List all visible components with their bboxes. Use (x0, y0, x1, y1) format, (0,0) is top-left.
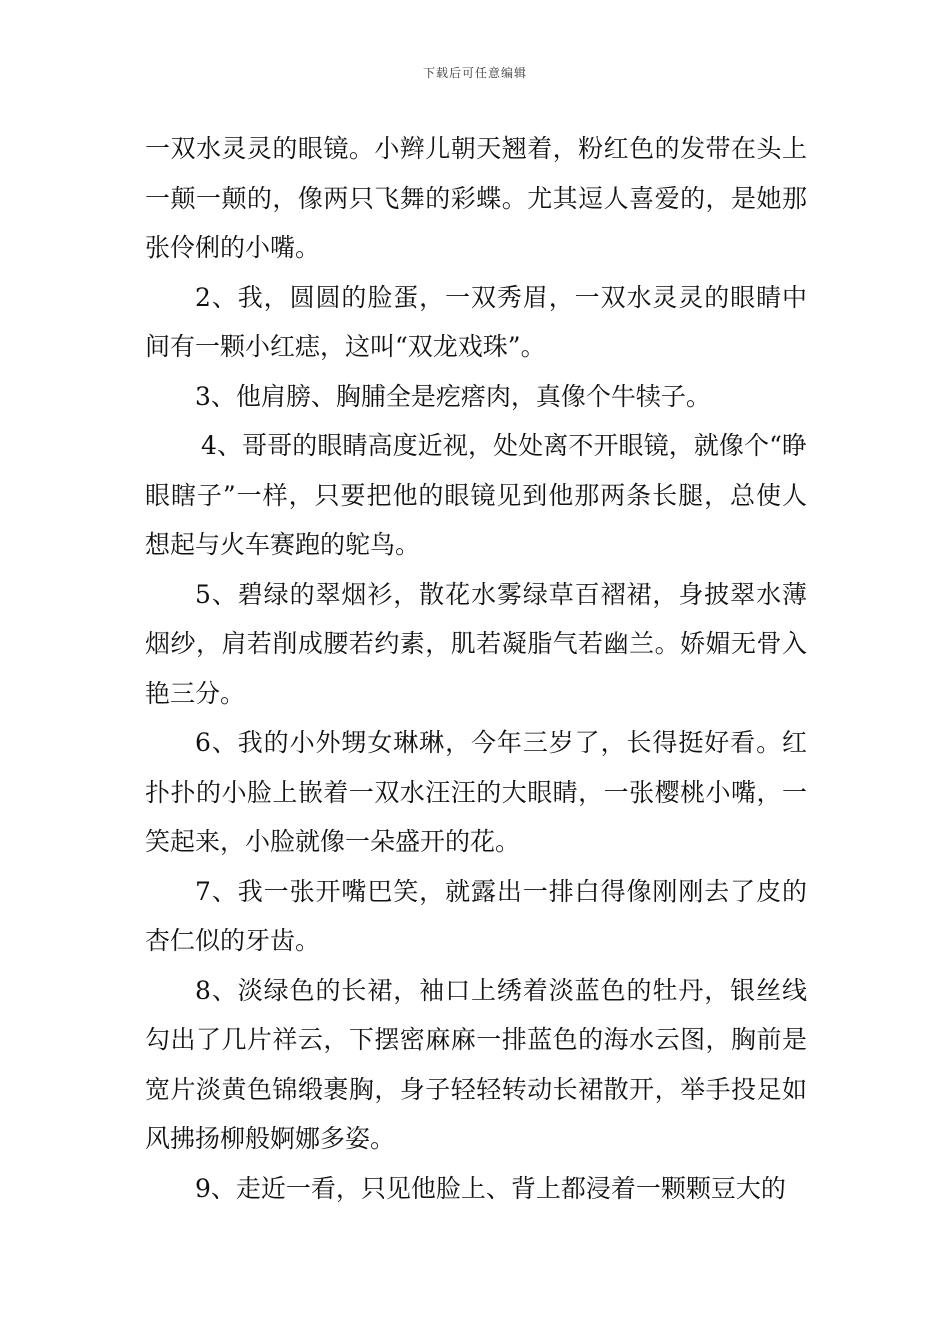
paragraph-continuation: 一双水灵灵的眼镜。小辫儿朝天翘着，粉红色的发带在头上一颠一颠的，像两只飞舞的彩蝶。尤其逗人喜爱的，是她那张伶俐的小嘴。 (145, 134, 807, 262)
paragraph-9: 9、走近一看，只见他脸上、背上都浸着一颗颗豆大的 (195, 1173, 786, 1203)
paragraph-2: 2、我，圆圆的脸蛋，一双秀眉，一双水灵灵的眼睛中间有一颗小红痣，这叫“双龙戏珠”。 (145, 282, 807, 361)
paragraph-4: 4、哥哥的眼睛高度近视，处处离不开眼镜，就像个“睁眼瞎子”一样，只要把他的眼镜见到他那两条长腿，总使人想起与火车赛跑的鸵鸟。 (145, 431, 807, 559)
paragraph-5: 5、碧绿的翠烟衫，散花水雾绿草百褶裙，身披翠水薄烟纱，肩若削成腰若约素，肌若凝脂气若幽兰。娇媚无骨入艳三分。 (145, 579, 807, 708)
paragraph-3: 3、他肩膀、胸脯全是疙瘩肉，真像个牛犊子。 (195, 381, 711, 411)
page-header: 下载后可任意编辑 (422, 66, 527, 80)
paragraph-8: 8、淡绿色的长裙，袖口上绣着淡蓝色的牡丹，银丝线勾出了几片祥云，下摆密麻麻一排蓝色的海水云图，胸前是宽片淡黄色锦缎裹胸，身子轻轻转动长裙散开，举手投足如风拂扬柳般婀娜多姿。 (145, 975, 807, 1153)
paragraph-6: 6、我的小外甥女琳琳，今年三岁了，长得挺好看。红扑扑的小脸上嵌着一双水汪汪的大眼睛，一张樱桃小嘴，一笑起来，小脸就像一朵盛开的花。 (145, 728, 807, 856)
document-body (145, 124, 807, 1213)
paragraph-7: 7、我一张开嘴巴笑，就露出一排白得像刚刚去了皮的杏仁似的牙齿。 (145, 876, 807, 955)
